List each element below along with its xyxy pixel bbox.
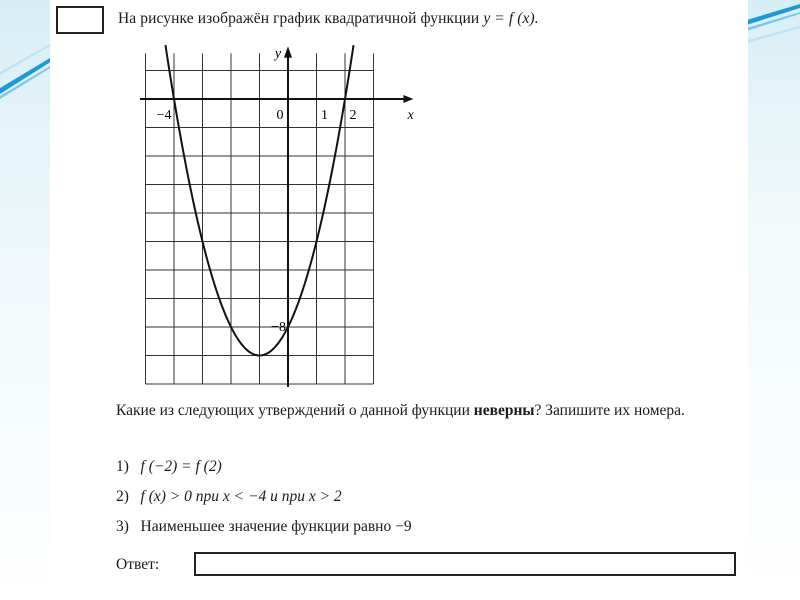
y-tick-label: −8 [271, 320, 286, 335]
statement-3 [116, 518, 412, 536]
decor-stripes-right [740, 0, 800, 70]
y-axis-label: y [274, 46, 282, 62]
x-tick-label: 2 [349, 108, 357, 123]
statement-3-text: Наименьшее значение функции равно −9 [140, 518, 412, 535]
statement-1-number: 1) [116, 458, 129, 475]
statement-2-text: f (x) > 0 при x < −4 и при x > 2 [140, 488, 342, 505]
graph-labels [157, 47, 415, 335]
question-part-2: ? Запишите их номера. [534, 402, 685, 419]
statement-1-text: f (−2) = f (2) [140, 458, 222, 475]
graph-axes [140, 46, 413, 387]
question-part-1: Какие из следующих утверждений о данной функции [116, 402, 474, 419]
x-tick-label: −4 [156, 108, 172, 123]
x-axis-label: x [407, 108, 414, 123]
statement-2-number: 2) [116, 488, 129, 505]
statement-2 [116, 488, 342, 506]
x-axis-arrow [403, 95, 413, 103]
task-number-box[interactable] [56, 6, 104, 34]
statement-1 [116, 458, 222, 476]
task-statement-text: На рисунке изображён график квадратичной функции [118, 10, 480, 27]
y-axis-arrow [284, 46, 292, 57]
task-formula: y = f (x). [483, 10, 539, 27]
question-text [116, 400, 736, 422]
x-tick-label: 0 [276, 108, 284, 123]
statement-3-number: 3) [116, 518, 129, 535]
question-emphasis: неверны [473, 402, 535, 419]
answer-field[interactable] [194, 552, 736, 576]
parabola-graph [140, 38, 430, 393]
answer-label: Ответ: [116, 556, 160, 573]
task-statement [118, 10, 539, 28]
graph-grid [146, 53, 374, 384]
x-tick-label: 1 [321, 108, 328, 123]
slide-frame-right [748, 0, 800, 600]
